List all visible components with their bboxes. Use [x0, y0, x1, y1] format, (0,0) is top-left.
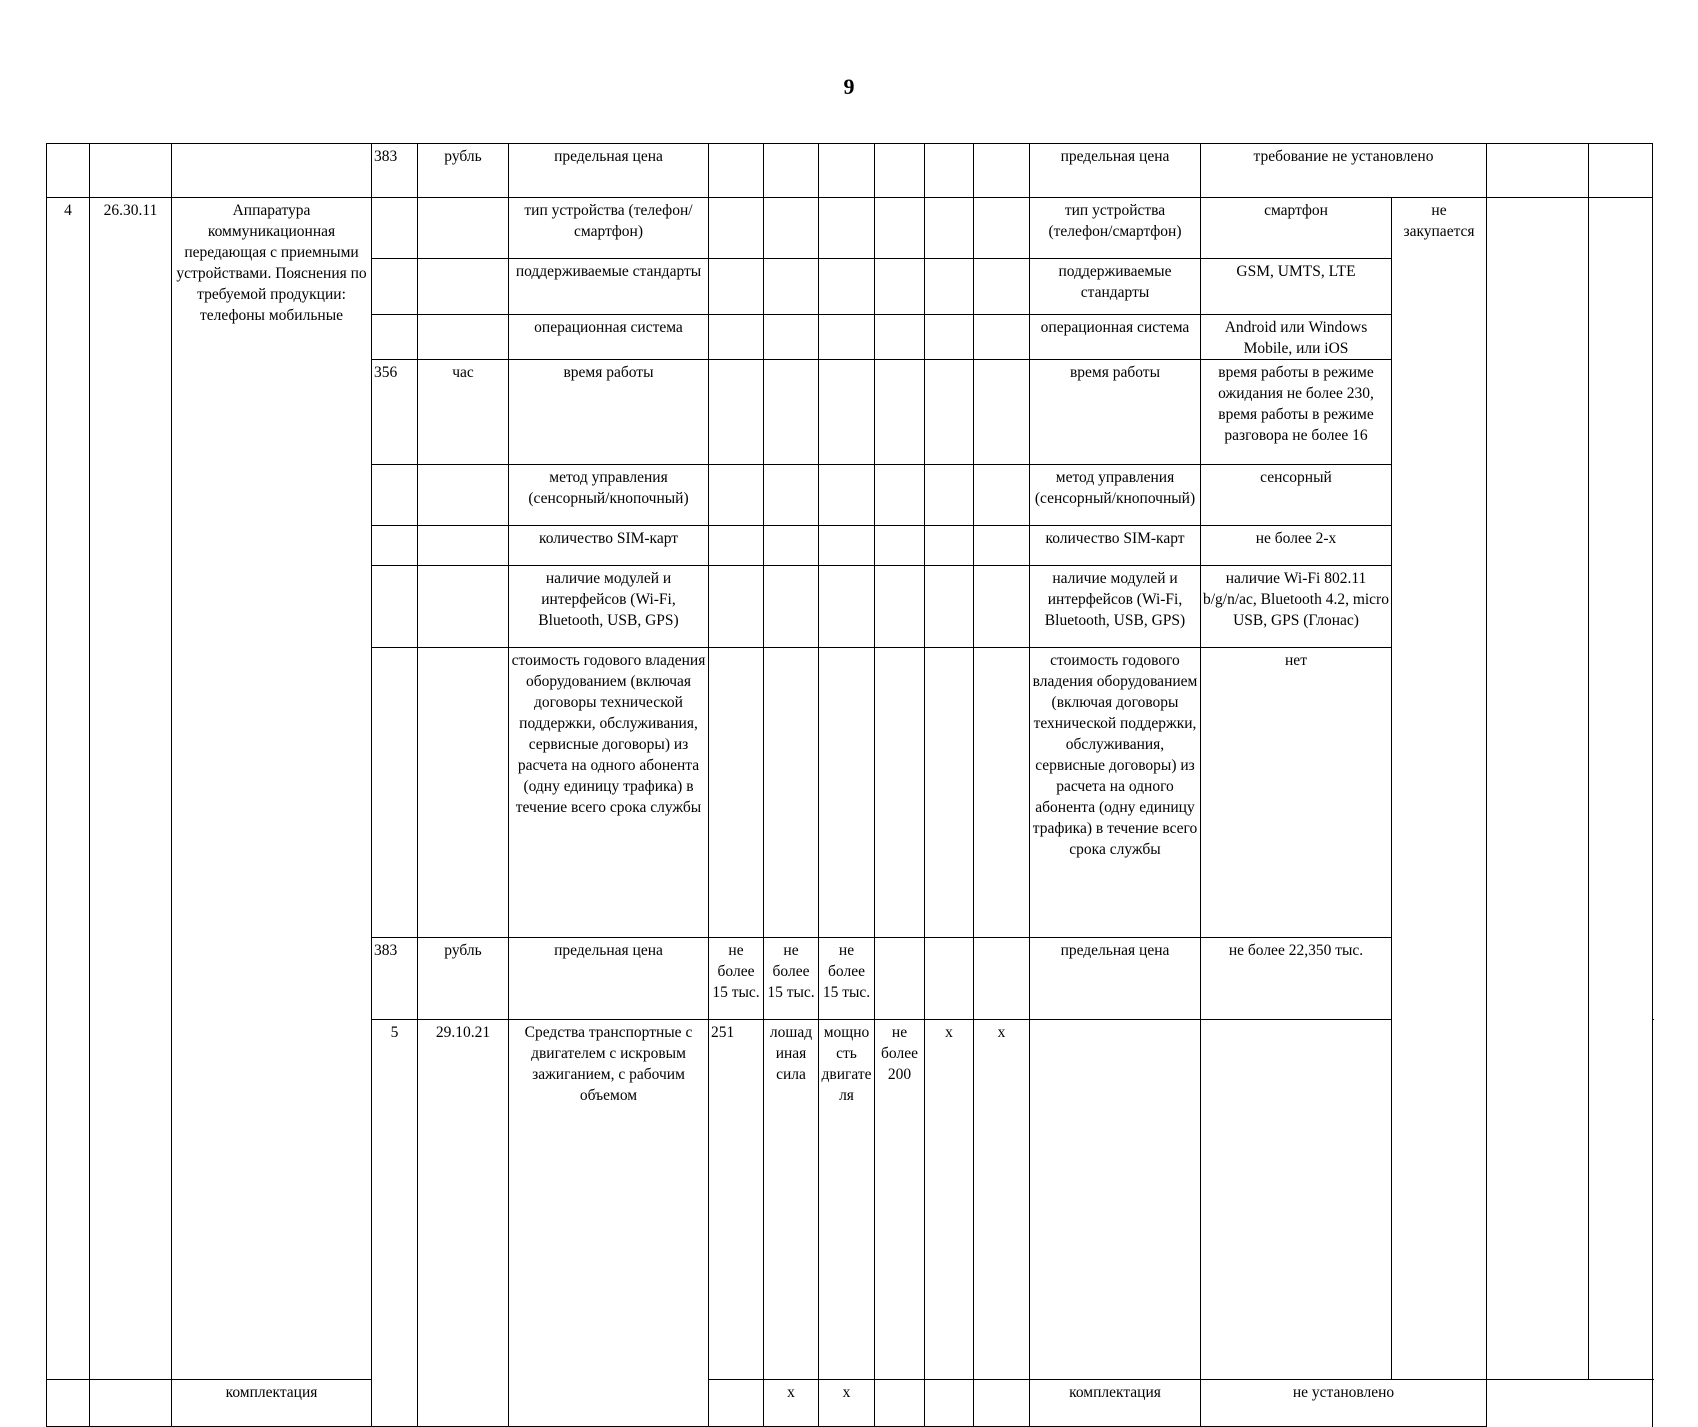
- cell-value: [974, 465, 1030, 526]
- cell-characteristic-2: количество SIM-карт: [1030, 526, 1201, 566]
- cell-value: [764, 566, 819, 648]
- cell-unit-code: [372, 198, 418, 259]
- cell-value: [819, 648, 875, 938]
- cell-characteristic: предельная цена: [509, 938, 709, 1020]
- cell-characteristic: количество SIM-карт: [509, 526, 709, 566]
- requirements-table: [46, 143, 1653, 1427]
- cell-value: [709, 648, 764, 938]
- cell-characteristic-2: время работы: [1030, 360, 1201, 465]
- cell-value: [925, 198, 974, 259]
- cell-value: [875, 465, 925, 526]
- cell-value: [875, 144, 925, 198]
- cell-requirement-value: наличие Wi-Fi 802.11 b/g/n/ac, Bluetooth 4.2, micro USB, GPS (Глонас): [1201, 566, 1392, 648]
- cell-value: [875, 315, 925, 360]
- cell-name: Средства транспортные с двигателем с искровым зажиганием, с рабочим объемом: [509, 1020, 709, 1427]
- cell-name: [172, 144, 372, 198]
- cell-value: [875, 648, 925, 938]
- cell-value: [925, 648, 974, 938]
- page-number: 9: [843, 74, 855, 99]
- cell-value: [875, 938, 925, 1020]
- cell-value: [709, 198, 764, 259]
- cell-value: [819, 144, 875, 198]
- cell-unit-code: [372, 526, 418, 566]
- cell-value: x: [819, 1380, 875, 1427]
- cell-characteristic-2: комплектация: [1030, 1380, 1201, 1427]
- cell-value: [764, 315, 819, 360]
- cell-unit-code: [372, 259, 418, 315]
- cell-value: [974, 360, 1030, 465]
- cell-value: [709, 1380, 764, 1427]
- cell-characteristic: тип устройства (телефон/смартфон): [509, 198, 709, 259]
- cell-value: [819, 315, 875, 360]
- cell-characteristic: время работы: [509, 360, 709, 465]
- cell-value: [875, 1380, 925, 1427]
- cell-unit: [90, 1380, 172, 1427]
- cell-characteristic: стоимость годового владения оборудованием (включая договоры технической поддержки, обслуживания, сервисные договоры) из расчета на одного абонента (одну единицу трафика) в течение всего срока службы: [509, 648, 709, 938]
- cell-value: [764, 648, 819, 938]
- cell-note: не закупается: [1392, 198, 1487, 1380]
- cell-unit: рубль: [418, 938, 509, 1020]
- cell-requirement-value: смартфон: [1201, 198, 1392, 259]
- cell-value: [764, 526, 819, 566]
- cell-value: не более 200: [875, 1020, 925, 1380]
- cell-characteristic: операционная система: [509, 315, 709, 360]
- cell-value: [974, 259, 1030, 315]
- cell-value: [875, 198, 925, 259]
- cell-value: [925, 566, 974, 648]
- cell-characteristic-2: тип устройства (телефон/смартфон): [1030, 198, 1201, 259]
- cell-value: не более 15 тыс.: [764, 938, 819, 1020]
- cell-characteristic: мощность двигателя: [819, 1020, 875, 1380]
- cell-unit: [418, 566, 509, 648]
- cell-num: [47, 144, 90, 198]
- cell-value: [925, 526, 974, 566]
- cell-extra: [1487, 144, 1589, 198]
- cell-value: [819, 526, 875, 566]
- cell-unit-code: 251: [709, 1020, 764, 1380]
- cell-value: [819, 198, 875, 259]
- cell-characteristic-2: предельная цена: [1030, 938, 1201, 1020]
- cell-characteristic: метод управления (сенсорный/кнопочный): [509, 465, 709, 526]
- cell-unit-code: [372, 648, 418, 938]
- cell-okpd: [90, 144, 172, 198]
- cell-value: [974, 315, 1030, 360]
- table-row: [47, 1380, 1653, 1427]
- cell-value: [709, 144, 764, 198]
- cell-requirement-value: не установлено: [1201, 1380, 1487, 1427]
- cell-value: не более 15 тыс.: [819, 938, 875, 1020]
- cell-unit-code: [47, 1380, 90, 1427]
- cell-requirement-value: не более 22,350 тыс.: [1201, 938, 1392, 1020]
- cell-unit-code: 383: [372, 938, 418, 1020]
- cell-value: [925, 1380, 974, 1427]
- cell-unit-code: [372, 566, 418, 648]
- cell-extra: [1589, 198, 1653, 1380]
- cell-value: [819, 259, 875, 315]
- cell-requirement-value: сенсорный: [1201, 465, 1392, 526]
- cell-unit-code: 383: [372, 144, 418, 198]
- cell-value: [709, 465, 764, 526]
- cell-value: [925, 144, 974, 198]
- cell-value: [819, 465, 875, 526]
- cell-extra: [1487, 198, 1589, 1380]
- cell-characteristic-2: операционная система: [1030, 315, 1201, 360]
- cell-num: 4: [47, 198, 90, 1380]
- cell-unit-code: [372, 465, 418, 526]
- cell-value: x: [764, 1380, 819, 1427]
- cell-value: [819, 360, 875, 465]
- cell-unit: [418, 259, 509, 315]
- cell-value: [974, 566, 1030, 648]
- cell-value: [764, 198, 819, 259]
- cell-requirement-value: требование не установлено: [1201, 144, 1487, 198]
- cell-characteristic: наличие модулей и интерфейсов (Wi-Fi, Bluetooth, USB, GPS): [509, 566, 709, 648]
- cell-characteristic-2: стоимость годового владения оборудованием (включая договоры технической поддержки, обслуживания, сервисные договоры) из расчета на одного абонента (одну единицу трафика) в течение всего срока службы: [1030, 648, 1201, 938]
- cell-unit: рубль: [418, 144, 509, 198]
- cell-extra: [1589, 144, 1653, 198]
- cell-requirement-value: GSM, UMTS, LTE: [1201, 259, 1392, 315]
- cell-value: [875, 259, 925, 315]
- cell-value: [925, 360, 974, 465]
- cell-value: [925, 938, 974, 1020]
- cell-characteristic-2: поддерживаемые стандарты: [1030, 259, 1201, 315]
- cell-value: [925, 315, 974, 360]
- cell-value: x: [974, 1020, 1030, 1380]
- cell-unit: [418, 526, 509, 566]
- cell-value: x: [925, 1020, 974, 1380]
- cell-unit-code: [372, 315, 418, 360]
- cell-okpd: 29.10.21: [418, 1020, 509, 1427]
- cell-value: [974, 144, 1030, 198]
- cell-value: [974, 648, 1030, 938]
- cell-value: [974, 526, 1030, 566]
- cell-value: [875, 566, 925, 648]
- cell-value: [819, 566, 875, 648]
- cell-requirement-value: не более 2-х: [1201, 526, 1392, 566]
- cell-value: не более 15 тыс.: [709, 938, 764, 1020]
- cell-value: [925, 465, 974, 526]
- cell-unit: лошадиная сила: [764, 1020, 819, 1380]
- cell-name: Аппаратура коммуникационная передающая с приемными устройствами. Пояснения по требуемой продукции: телефоны мобильные: [172, 198, 372, 1380]
- cell-unit: [418, 315, 509, 360]
- cell-value: [764, 360, 819, 465]
- cell-value: [709, 360, 764, 465]
- cell-value: [875, 526, 925, 566]
- cell-num: 5: [372, 1020, 418, 1427]
- cell-unit: [418, 198, 509, 259]
- cell-value: [875, 360, 925, 465]
- cell-requirement-value: время работы в режиме ожидания не более 230, время работы в режиме разговора не более 16: [1201, 360, 1392, 465]
- cell-value: [764, 465, 819, 526]
- cell-value: [709, 526, 764, 566]
- cell-value: [764, 144, 819, 198]
- cell-value: [709, 566, 764, 648]
- cell-value: [709, 259, 764, 315]
- cell-characteristic-2: метод управления (сенсорный/кнопочный): [1030, 465, 1201, 526]
- cell-unit: [418, 648, 509, 938]
- cell-characteristic: предельная цена: [509, 144, 709, 198]
- cell-unit-code: 356: [372, 360, 418, 465]
- table-row: [47, 198, 1653, 259]
- cell-characteristic-2: предельная цена: [1030, 144, 1201, 198]
- cell-value: [764, 259, 819, 315]
- cell-value: [974, 198, 1030, 259]
- cell-requirement-value: Android или Windows Mobile, или iOS: [1201, 315, 1392, 360]
- cell-value: [974, 1380, 1030, 1427]
- cell-unit: [418, 465, 509, 526]
- cell-characteristic-2: наличие модулей и интерфейсов (Wi-Fi, Bluetooth, USB, GPS): [1030, 566, 1201, 648]
- cell-value: [925, 259, 974, 315]
- cell-okpd: 26.30.11: [90, 198, 172, 1380]
- cell-characteristic: поддерживаемые стандарты: [509, 259, 709, 315]
- cell-unit: час: [418, 360, 509, 465]
- cell-requirement-value: нет: [1201, 648, 1392, 938]
- cell-value: [709, 315, 764, 360]
- table-row: [47, 144, 1653, 198]
- cell-value: [974, 938, 1030, 1020]
- cell-characteristic: комплектация: [172, 1380, 372, 1427]
